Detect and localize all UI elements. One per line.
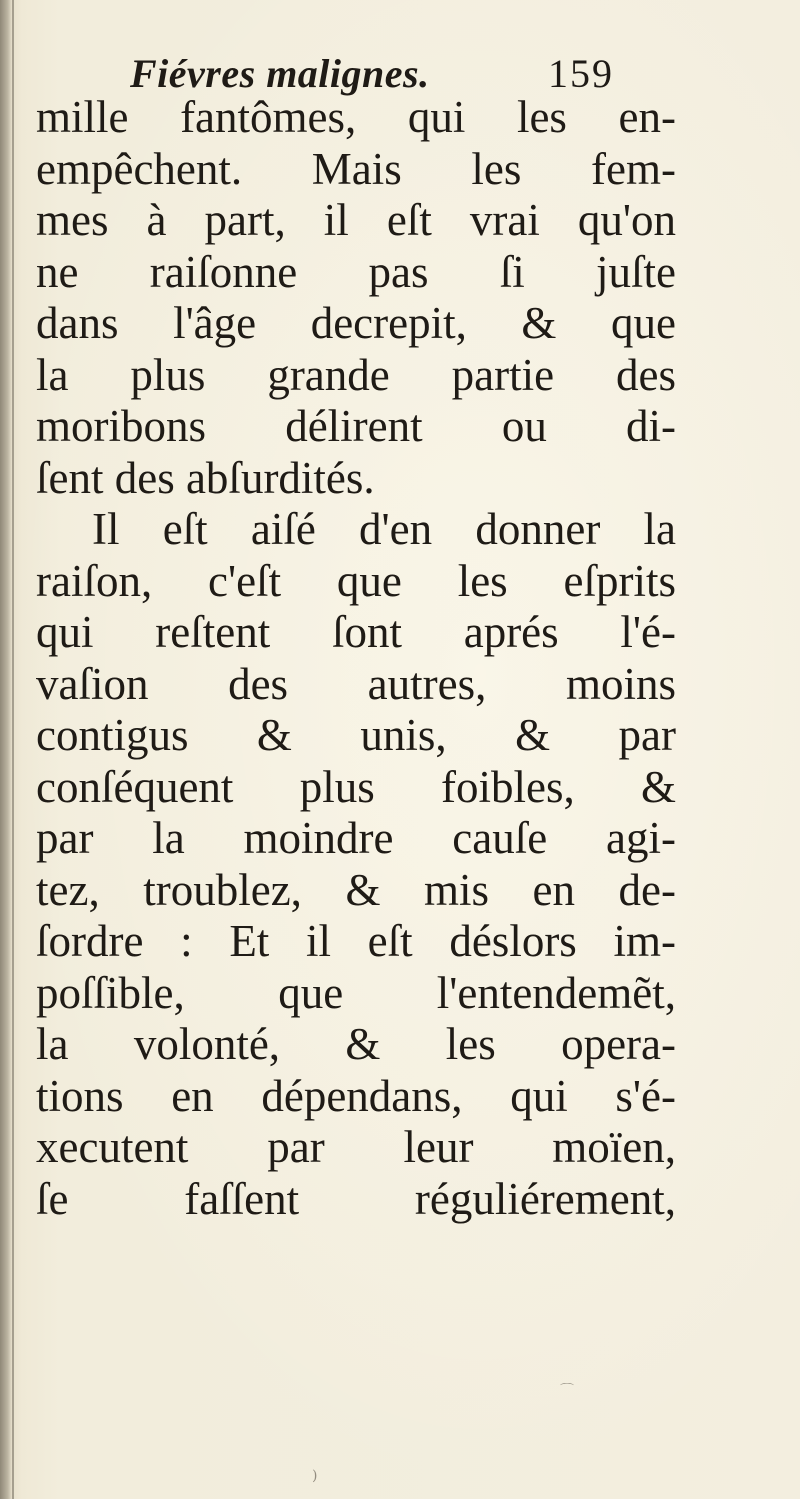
paper-speck: ⌒ [560,1383,574,1399]
text-line: mille fantômes, qui les en- [36,92,676,142]
text-line: mes à part, il eſt vrai qu'on [36,195,676,245]
text-line: vaſion des autres, moins [36,658,676,709]
text-line: qui reſtent ſont aprés l'é- [36,607,676,657]
text-line: la plus grande partie des [36,349,676,400]
binding-edge [12,0,14,1499]
text-line: tez, troublez, & mis en de- [36,864,676,915]
text-line: ne raiſonne pas ſi juſte [36,246,676,297]
page-number: 159 [548,51,614,96]
body-text [36,92,676,1225]
text-line: poſſible, que l'entendemẽt, [36,967,676,1018]
text-line: contigus & unis, & par [36,710,676,760]
text-line: empêchent. Mais les fem- [36,143,676,194]
running-head-title: Fiévres malignes. [130,51,430,96]
text-line: ſordre : Et il eſt déslors im- [36,916,676,966]
paper-speck: ) [312,1468,318,1484]
text-line: xecutent par leur moïen, [36,1122,676,1172]
text-line: dans l'âge decrepit, & que [36,298,676,348]
text-line: moribons délirent ou di- [36,401,676,451]
binding-gutter [0,0,12,1499]
text-line: conſéquent plus foibles, & [36,761,676,812]
text-line: ſent des abſurdités. [36,452,375,503]
paragraph-start-line: Il eſt aiſé d'en donner la [92,504,676,554]
text-line: raiſon, c'eſt que les eſprits [36,555,676,606]
text-line: tions en dépendans, qui s'é- [36,1070,676,1121]
text-line: ſe faſſent réguliérement, [36,1173,676,1224]
text-line: la volonté, & les opera- [36,1019,676,1069]
text-line: par la moindre cauſe agi- [36,813,676,863]
